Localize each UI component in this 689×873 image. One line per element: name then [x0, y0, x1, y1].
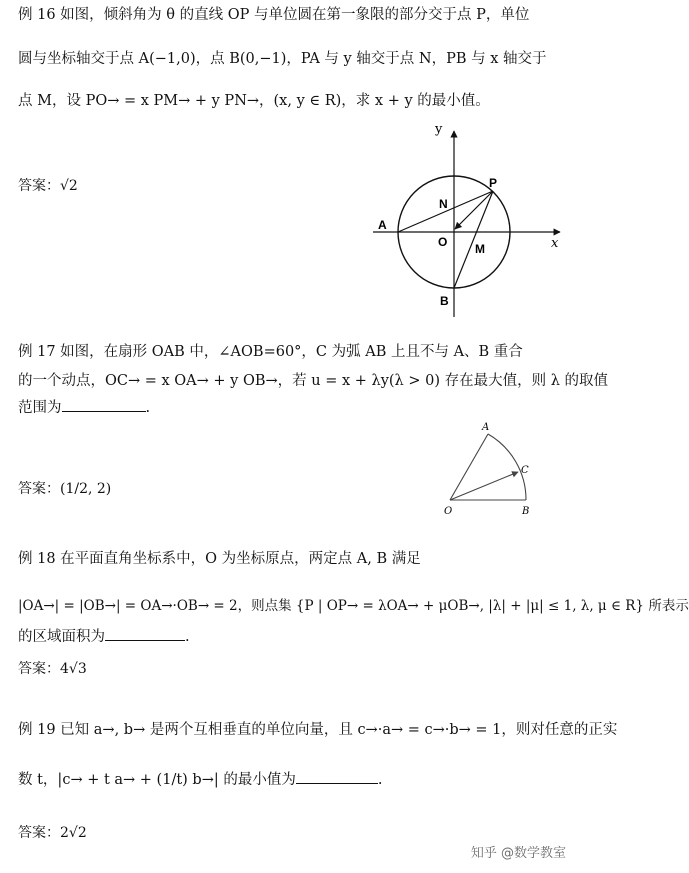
label-x: x: [551, 236, 559, 251]
ex16-answer: [18, 175, 78, 195]
label-B: B: [440, 294, 449, 308]
segment-OA: [450, 434, 488, 500]
answer-value: (1/2, 2): [60, 481, 112, 497]
label-O: O: [438, 235, 448, 249]
ex18-answer: [18, 658, 87, 678]
label-A: A: [482, 422, 490, 433]
ex17-line-2: 的一个动点，OC→ = x OA→ + y OB→，若 u = x + λy(λ > 0) 存在最大值，则 λ 的取值: [18, 373, 609, 389]
answer-label: 答案：: [18, 178, 60, 194]
ex16-line-3: 点 M，设 PO→ = x PM→ + y PN→，(x, y ∈ R)，求 x + y 的最小值。: [18, 93, 490, 109]
label-A: A: [378, 218, 387, 232]
label-M: M: [475, 242, 485, 256]
ex19-answer: [18, 822, 87, 842]
answer-value: √2: [60, 178, 78, 194]
ex16-line-2: 圆与坐标轴交于点 A(−1,0)，点 B(0,−1)，PA 与 y 轴交于点 N，PB 与 x 轴交于: [18, 51, 547, 67]
vector-PO: [455, 191, 493, 229]
label-P: P: [489, 176, 498, 190]
ex19-line-2-text: 数 t，|c→ + t a→ + (1/t) b→| 的最小值为: [18, 772, 296, 788]
ex19-answer-blank: [296, 769, 378, 784]
ex18-line-1: 例 18 在平面直角坐标系中，O 为坐标原点，两定点 A, B 满足: [18, 551, 421, 567]
answer-value: 2√2: [60, 825, 87, 841]
label-O: O: [444, 506, 453, 517]
unit-circle-figure: [365, 122, 570, 320]
label-B: B: [522, 506, 530, 517]
ex18-answer-blank: [105, 626, 185, 641]
watermark: 知乎 @数学教室: [470, 846, 566, 861]
vector-OC: [450, 472, 518, 500]
ex17-line-3: 范围为 .: [18, 397, 150, 418]
answer-label: 答案：: [18, 661, 60, 677]
ex17-answer-blank: [62, 397, 146, 412]
answer-value: 4√3: [60, 661, 87, 677]
label-C: C: [521, 465, 529, 476]
label-y: y: [435, 122, 443, 137]
ex17-line-3-text: 范围为: [18, 400, 62, 416]
label-N: N: [439, 197, 448, 211]
answer-label: 答案：: [18, 825, 60, 841]
ex18-line-2: |OA→| = |OB→| = OA→·OB→ = 2，则点集 {P | OP→ = λOA→ + μOB→, |λ| + |μ| ≤ 1, λ, μ ∈ R} 所表示: [18, 598, 689, 614]
ex17-line-1: 例 17 如图，在扇形 OAB 中，∠AOB=60°，C 为弧 AB 上且不与 A、B 重合: [18, 344, 523, 360]
ex17-answer: [18, 478, 111, 498]
ex16-line-1: 例 16 如图，倾斜角为 θ 的直线 OP 与单位圆在第一象限的部分交于点 P，单位: [18, 7, 530, 23]
ex19-line-1: 例 19 已知 a→, b→ 是两个互相垂直的单位向量，且 c→·a→ = c→·b→ = 1，则对任意的正实: [18, 722, 618, 738]
answer-label: 答案：: [18, 481, 60, 497]
sector-figure: [438, 420, 550, 520]
ex18-line-3: 的区域面积为 .: [18, 626, 190, 647]
ex19-line-2: 数 t，|c→ + t a→ + (1/t) b→| 的最小值为 .: [18, 769, 382, 790]
ex18-line-3-text: 的区域面积为: [18, 629, 105, 645]
